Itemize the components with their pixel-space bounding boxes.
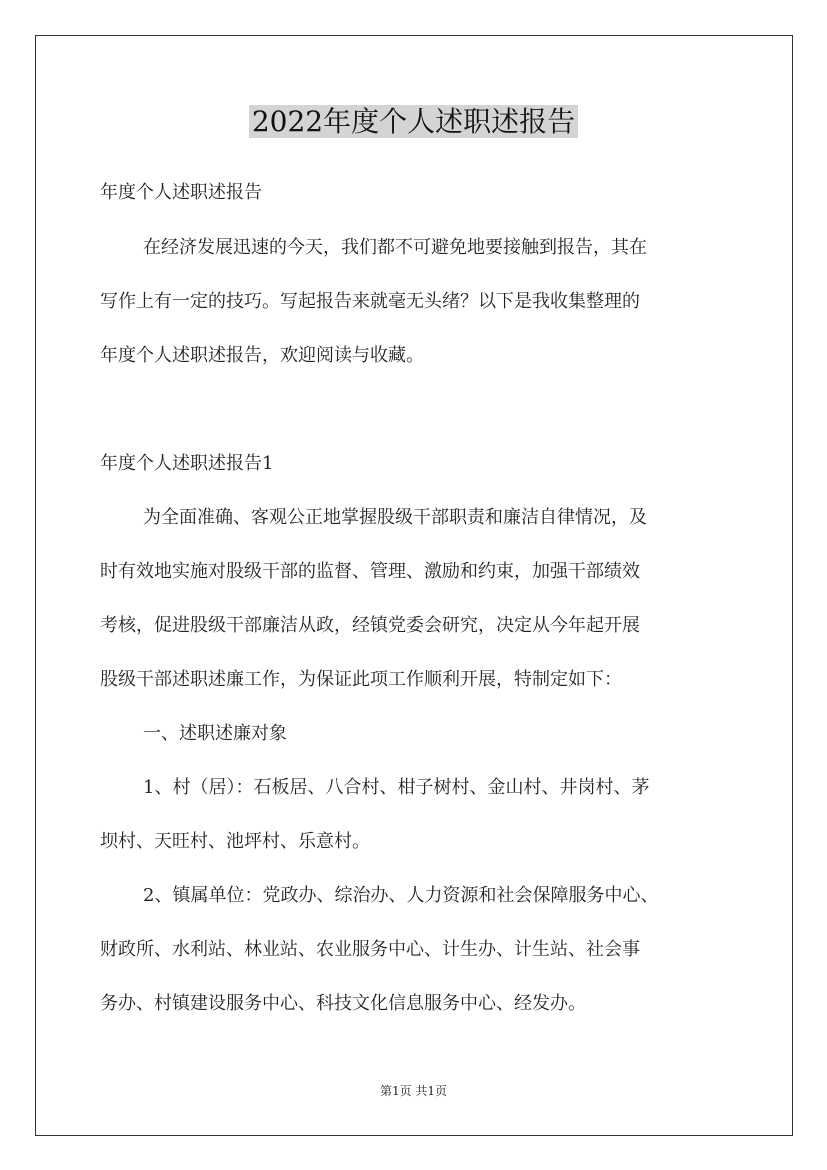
body-line-1: 为全面准确、客观公正地掌握股级干部职责和廉洁自律情况，及 (143, 507, 647, 528)
document-title (0, 100, 827, 144)
section-heading: 年度个人述职述报告1 (100, 453, 274, 474)
intro-line-3: 年度个人述职述报告，欢迎阅读与收藏。 (100, 345, 424, 366)
document-subtitle: 年度个人述职述报告 (100, 182, 262, 203)
page-footer: 第1页 共1页 (379, 1084, 448, 1098)
item2-line-3: 务办、村镇建设服务中心、科技文化信息服务中心、经发办。 (100, 993, 586, 1014)
intro-line-2: 写作上有一定的技巧。写起报告来就毫无头绪？以下是我收集整理的 (100, 291, 640, 312)
item2-line-2: 财政所、水利站、林业站、农业服务中心、计生办、计生站、社会事 (100, 939, 640, 960)
body-line-3: 考核，促进股级干部廉洁从政，经镇党委会研究，决定从今年起开展 (100, 615, 640, 636)
item1-line-1: 1、村（居）：石板居、八合村、柑子树村、金山村、井岗村、茅 (143, 777, 650, 798)
item-heading: 一、述职述廉对象 (143, 723, 287, 744)
document-title-text: 2022年度个人述职述报告 (249, 105, 578, 138)
item2-line-1: 2、镇属单位：党政办、综治办、人力资源和社会保障服务中心、 (143, 885, 659, 906)
item1-line-2: 坝村、天旺村、池坪村、乐意村。 (100, 831, 370, 852)
body-line-2: 时有效地实施对股级干部的监督、管理、激励和约束，加强干部绩效 (100, 561, 640, 582)
intro-line-1: 在经济发展迅速的今天，我们都不可避免地要接触到报告，其在 (143, 237, 647, 258)
body-line-4: 股级干部述职述廉工作，为保证此项工作顺利开展，特制定如下： (100, 669, 622, 690)
